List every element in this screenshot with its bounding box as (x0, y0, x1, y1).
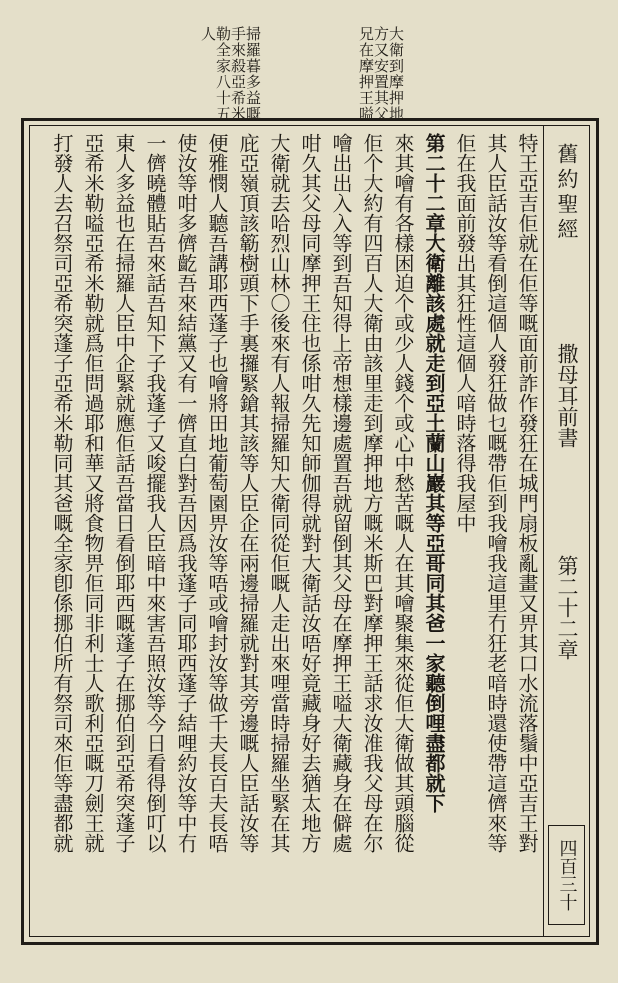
column-text: 東人多益也在掃羅人臣中企緊就應佢話吾當日看倒耶西嘅蓬子在挪伯到亞希突蓬子 (112, 133, 136, 853)
column-text: 亞希米勒嗌亞希米勒就爲佢問過耶和華又將食物畀佢同非利士人歌利亞嘅刀劍王就 (81, 133, 105, 853)
book-name (544, 343, 589, 448)
text-column-5 (388, 133, 418, 853)
column-text: 打發人去召祭司亞希突蓬子亞希米勒同其爸嘅全家卽係挪伯所有祭司來佢等盡都就 (50, 133, 74, 853)
text-column-3 (450, 133, 480, 533)
column-text: 使汝等咁多儕齕吾來結黨又有一儕直白對吾因爲我蓬子同耶西蓬子結哩約汝等中冇 (174, 133, 198, 853)
header-column (543, 125, 590, 937)
column-text: 其人臣話汝等看倒這個人發狂做乜嘅帶佢到我噲我這里冇狂老喑時還使帶這儕來等 (484, 133, 508, 853)
column-text: 來其噲有各樣困迫个或少人錢个或心中愁苦嘅人在其噲聚集來從佢大衛做其頭腦從 (391, 133, 415, 853)
column-text: 庇亞嶺頂該簕樹頭下手裏攞緊鎗其該等人臣企在兩邊掃羅就對其旁邊嘅人臣話汝等 (236, 133, 260, 853)
column-text: 大衛就去哈烈山林〇後來有人報掃羅知大衛同從佢嘅人走出來哩當時掃羅坐緊在其 (267, 133, 291, 853)
text-column-16 (47, 133, 77, 853)
column-text: 第二十二章大衛離該處就走到亞土蘭山巖其等亞哥同其爸一家聽倒哩盡都就下 (422, 133, 446, 813)
book-title-text: 舊約聖經 (555, 143, 579, 243)
chapter-heading-text: 第二十二章 (555, 555, 579, 660)
text-column-4 (419, 133, 449, 813)
text-column-14 (109, 133, 139, 853)
text-column-13 (140, 133, 170, 853)
text-column-12 (171, 133, 201, 853)
column-text: 咁久其父母同摩押王住也係咁久先知師伽得就對大衛話汝唔好竟藏身好去猶太地方 (298, 133, 322, 853)
text-column-9 (264, 133, 294, 853)
headnote-doeg-slaughter: 掃羅暮多益嘅手來殺亞希米勒全家八十五人 (199, 26, 262, 122)
text-column-11 (202, 133, 232, 853)
column-text: 佢在我面前發出其狂性這個人喑時落得我屋中 (453, 133, 477, 533)
text-column-7 (326, 133, 356, 853)
book-title (544, 143, 589, 243)
column-text: 一儕曉體貼吾來話吾知下子我蓬子又唆擺我人臣暗中來害吾照汝等今日看得倒叮以 (143, 133, 167, 853)
text-column-15 (78, 133, 108, 853)
text-column-2 (481, 133, 511, 853)
headnote-david-moab: 大衛到摩押地方又安置其父兄在摩押王嗌 (357, 26, 405, 122)
book-name-text: 撒母耳前書 (555, 343, 579, 448)
column-text: 便雅憫人聽吾講耶西蓬子也噲將田地葡萄園畀汝等唔或噲封汝等做千夫長百夫長唔 (205, 133, 229, 853)
text-column-10 (233, 133, 263, 853)
column-text: 特王亞吉佢就在佢等嘅面前詐作發狂在城門扇板亂畫又畀其口水流落鬚中亞吉王對 (515, 133, 539, 853)
column-text: 佢个大約有四百人大衛由該里走到摩押地方嘅米斯巴對摩押王話求汝准我父母在尔 (360, 133, 384, 853)
text-column-1 (512, 133, 542, 853)
chapter-heading (544, 555, 589, 660)
text-column-8 (295, 133, 325, 853)
page-number-box (548, 825, 585, 925)
column-text: 噲出出入入等到吾知得上帝想樣邊處置吾就留倒其父母在摩押王嗌大衛藏身在僻處 (329, 133, 353, 853)
text-column-6 (357, 133, 387, 853)
page-number: 四百三十 (556, 839, 578, 911)
